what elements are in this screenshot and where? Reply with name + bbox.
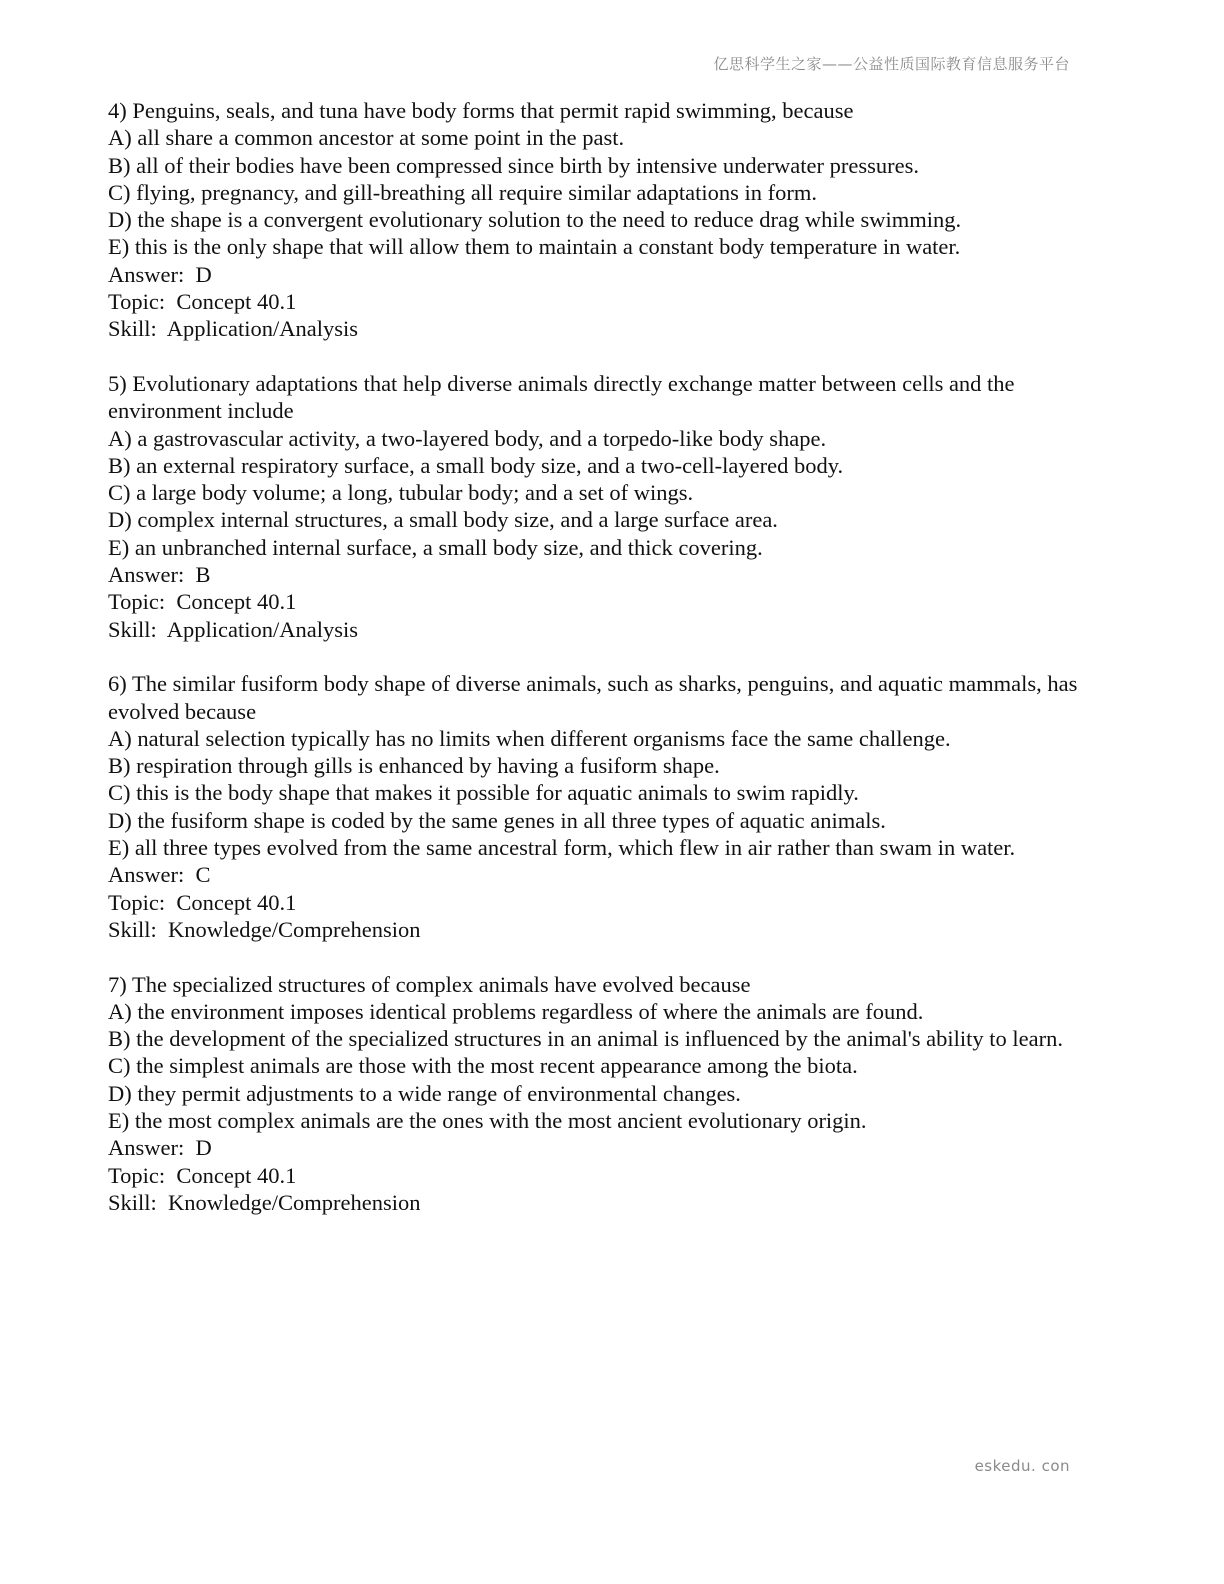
skill-label: Skill: Application/Analysis — [108, 316, 359, 342]
answer-option: D) they permit adjustments to a wide range of environmental changes. — [108, 1080, 741, 1106]
answer-option: E) all three types evolved from the same ancestral form, which flew in air rather than swam in water. — [108, 835, 1016, 861]
skill-label: Skill: Knowledge/Comprehension — [108, 916, 421, 942]
header-watermark: 亿思科学生之家——公益性质国际教育信息服务平台 — [713, 55, 1070, 73]
footer-watermark: eskedu. con — [974, 1457, 1070, 1475]
question-item — [108, 370, 1118, 643]
answer-option: D) the shape is a convergent evolutionary solution to the need to reduce drag while swimming. — [108, 207, 962, 233]
answer-option: D) complex internal structures, a small body size, and a large surface area. — [108, 507, 778, 533]
topic-label: Topic: Concept 40.1 — [108, 589, 297, 615]
answer-key: Answer: D — [108, 1135, 212, 1161]
answer-option: A) a gastrovascular activity, a two-layered body, and a torpedo-like body shape. — [108, 425, 827, 451]
question-stem: 5) Evolutionary adaptations that help diverse animals directly exchange matter between cells and the environment include — [108, 370, 1021, 424]
skill-label: Skill: Application/Analysis — [108, 616, 359, 642]
answer-key: Answer: D — [108, 261, 212, 287]
answer-option: E) this is the only shape that will allow them to maintain a constant body temperature in water. — [108, 234, 961, 260]
skill-label: Skill: Knowledge/Comprehension — [108, 1189, 421, 1215]
answer-option: E) an unbranched internal surface, a small body size, and thick covering. — [108, 534, 763, 560]
question-item — [108, 971, 1118, 1217]
question-item — [108, 670, 1118, 943]
question-stem: 7) The specialized structures of complex animals have evolved because — [108, 971, 751, 997]
topic-label: Topic: Concept 40.1 — [108, 289, 297, 315]
answer-option: A) the environment imposes identical problems regardless of where the animals are found. — [108, 998, 924, 1024]
answer-key: Answer: C — [108, 862, 211, 888]
answer-option: A) natural selection typically has no limits when different organisms face the same challenge. — [108, 725, 951, 751]
answer-option: B) respiration through gills is enhanced by having a fusiform shape. — [108, 753, 720, 779]
answer-option: C) flying, pregnancy, and gill-breathing all require similar adaptations in form. — [108, 179, 817, 205]
answer-option: C) this is the body shape that makes it possible for aquatic animals to swim rapidly. — [108, 780, 859, 806]
answer-option: B) the development of the specialized structures in an animal is influenced by the animal's ability to learn. — [108, 1026, 1064, 1052]
question-list — [108, 97, 1118, 1243]
answer-option: B) all of their bodies have been compressed since birth by intensive underwater pressures. — [108, 152, 919, 178]
answer-key: Answer: B — [108, 562, 211, 588]
question-stem: 4) Penguins, seals, and tuna have body forms that permit rapid swimming, because — [108, 98, 854, 123]
topic-label: Topic: Concept 40.1 — [108, 1162, 297, 1188]
answer-option: B) an external respiratory surface, a small body size, and a two-cell-layered body. — [108, 452, 844, 478]
answer-option: E) the most complex animals are the ones with the most ancient evolutionary origin. — [108, 1107, 867, 1133]
question-stem: 6) The similar fusiform body shape of diverse animals, such as sharks, penguins, and aquatic mammals, has evolved because — [108, 671, 1083, 724]
answer-option: A) all share a common ancestor at some point in the past. — [108, 125, 625, 151]
question-item — [108, 97, 1118, 343]
answer-option: D) the fusiform shape is coded by the same genes in all three types of aquatic animals. — [108, 807, 886, 833]
answer-option: C) the simplest animals are those with the most recent appearance among the biota. — [108, 1053, 858, 1079]
answer-option: C) a large body volume; a long, tubular body; and a set of wings. — [108, 480, 694, 506]
topic-label: Topic: Concept 40.1 — [108, 889, 297, 915]
